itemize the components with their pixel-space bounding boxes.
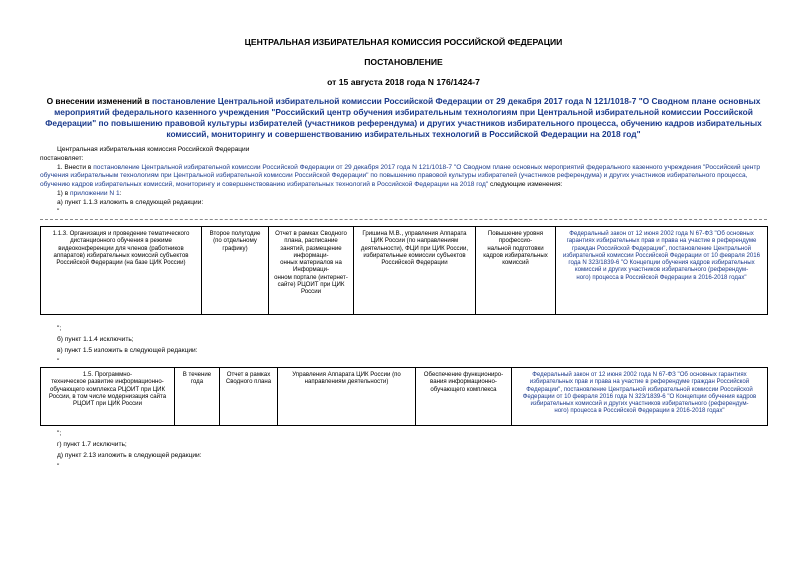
item-1-suffix: : bbox=[119, 190, 122, 197]
table-row bbox=[41, 227, 768, 315]
quote-close-2: "; bbox=[57, 430, 62, 437]
quote-close-1: "; bbox=[57, 325, 62, 332]
item-v: в) пункт 1.5 изложить в следующей редакции: bbox=[57, 347, 198, 354]
document-title bbox=[40, 96, 767, 140]
table2-cell-basis bbox=[512, 368, 768, 426]
table-row bbox=[41, 368, 768, 426]
separator-line bbox=[40, 219, 767, 220]
item-1-prefix: 1) в bbox=[57, 190, 71, 197]
table1-cell-responsible: Гришина М.В., управления Аппарата ЦИК России (по направлениям деятельности), ФЦИ при ЦИК России, избирательные комиссии субъектов Российской Федерации bbox=[354, 227, 476, 315]
item-a: а) пункт 1.1.3 изложить в следующей редакции: bbox=[57, 199, 204, 206]
title-link[interactable]: постановление Центральной избирательной комиссии Российской Федерации от 29 декабря 2017 года N 121/1018-7 "О Сводном плане основных мероприятий федерального казенного учреждения "Российский центр обучения избирательным технологиям при Центральной избирательной комиссии Российской Федерации" по повышению правовой культуры избирателей (участников референдума) и других участников избирательного процесса, обучению кадров избирательных комиссий, мониторингу и совершенствованию избирательных технологий в Российской Федерации на 2018 год" bbox=[45, 96, 762, 139]
intro-line-2: постановляет: bbox=[40, 155, 84, 162]
item-b: б) пункт 1.1.4 исключить; bbox=[57, 336, 134, 343]
table-item-1-5 bbox=[40, 367, 768, 426]
table2-cell-report: Отчет в рамках Сводного плана bbox=[220, 368, 278, 426]
quote-open-1: " bbox=[57, 208, 60, 215]
table1-cell-result: Повышение уровня профессио- нальной подготовки кадров избирательных комиссий bbox=[476, 227, 556, 315]
table-item-1-1-3 bbox=[40, 226, 768, 315]
table1-basis-link[interactable]: Федеральный закон от 12 июня 2002 года N 67-ФЗ "Об основных гарантиях избирательных прав и права на участие в референдуме граждан Российской Федерации", постановление Центральной избирательной комиссии Российской Федерации от 10 февраля 2016 года N 323/1839-6 "О Концепции обучения кадров избирательных комиссий и других участников избирательного (референдум- ного) процесса в Российской Федерации в 2016-2018 годах" bbox=[562, 230, 761, 281]
table2-cell-activity: 1.5. Программно- техническое развитие информационно-обучающего комплекса РЦОИТ при ЦИК России, в том числе модернизация сайта РЦОИТ при ЦИК России bbox=[41, 368, 175, 426]
document-date-number: от 15 августа 2018 года N 176/1424-7 bbox=[327, 77, 480, 87]
document-type: ПОСТАНОВЛЕНИЕ bbox=[364, 57, 443, 67]
item-1-link[interactable]: приложении N 1 bbox=[70, 190, 120, 197]
item-d: д) пункт 2.13 изложить в следующей редакции: bbox=[57, 452, 202, 459]
intro-line-1: Центральная избирательная комиссия Российской Федерации bbox=[57, 146, 250, 153]
authority-heading: ЦЕНТРАЛЬНАЯ ИЗБИРАТЕЛЬНАЯ КОМИССИЯ РОССИЙСКОЙ ФЕДЕРАЦИИ bbox=[244, 37, 563, 47]
paragraph-1-link[interactable]: постановление Центральной избирательной комиссии Российской Федерации от 29 декабря 2017 года N 121/1018-7 "О Сводном плане основных мероприятий федерального казенного учреждения "Российский центр обучения избирательным технологиям при Центральной избирательной комиссии Российской Федерации" по повышению правовой культуры избирателей (участников референдума) и других участников избирательного процесса, обучению кадров избирательных комиссий, мониторингу и совершенствованию избирательных технологий в Российской Федерации на 2018 год" bbox=[40, 164, 761, 188]
table2-basis-link[interactable]: Федеральный закон от 12 июня 2002 года N 67-ФЗ "Об основных гарантиях избирательных прав и права на участие в референдуме граждан Российской Федерации", постановление Центральной избирательной комиссии Российской Федерации от 10 февраля 2016 года N 323/1839-6 "О Концепции обучения кадров избирательных комиссий и других участников избирательного (референдум- ного) процесса в Российской Федерации в 2016-2018 годах" bbox=[522, 371, 757, 415]
table2-cell-result: Обеспечение функциониро- вания информационно-обучающего комплекса bbox=[416, 368, 512, 426]
quote-open-3: " bbox=[57, 463, 60, 470]
table1-cell-activity: 1.1.3. Организация и проведение тематического дистанционного обучения в режиме видеоконференции для членов (работников аппаратов) избирательных комиссий субъектов Российской Федерации (на базе ЦИК России) bbox=[41, 227, 202, 315]
table1-cell-report: Отчет в рамках Сводного плана, расписание занятий, размещение информаци- онных материалов на Информаци- онном портале (интернет- сайте) РЦОИТ при ЦИК России bbox=[269, 227, 354, 315]
table1-cell-basis bbox=[556, 227, 768, 315]
paragraph-1-suffix: следующие изменения: bbox=[488, 180, 563, 188]
table2-cell-period: В течение года bbox=[175, 368, 220, 426]
quote-open-2: " bbox=[57, 358, 60, 365]
table1-cell-period: Второе полугодие (по отдельному графику) bbox=[202, 227, 269, 315]
table2-cell-responsible: Управления Аппарата ЦИК России (по направлениям деятельности) bbox=[278, 368, 416, 426]
paragraph-1-prefix: 1. Внести в bbox=[57, 164, 94, 171]
title-prefix: О внесении изменений в bbox=[46, 96, 152, 106]
paragraph-1 bbox=[40, 164, 770, 189]
item-1 bbox=[57, 190, 122, 198]
item-g: г) пункт 1.7 исключить; bbox=[57, 441, 127, 448]
